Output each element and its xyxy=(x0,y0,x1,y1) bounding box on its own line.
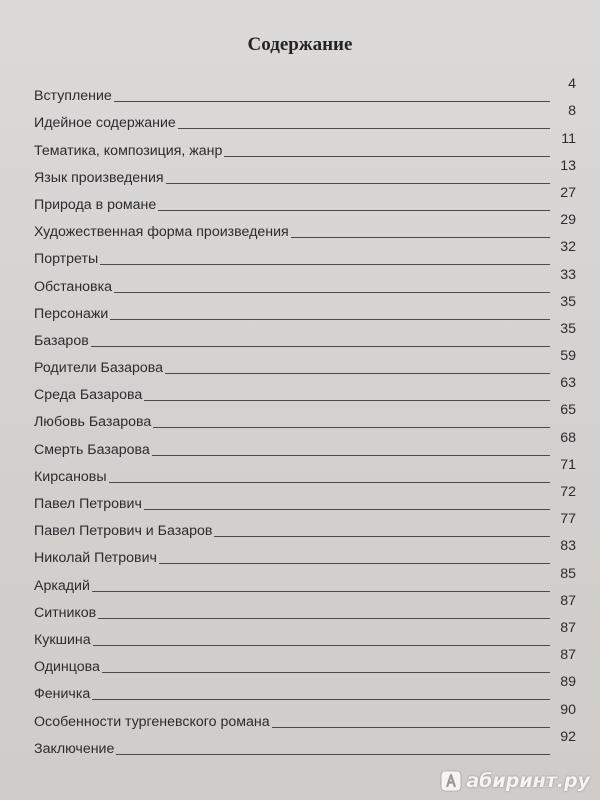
toc-leader-line xyxy=(178,128,550,129)
toc-entry-label: Персонажи xyxy=(34,305,109,322)
toc-entry xyxy=(34,621,576,648)
toc-leader-line xyxy=(291,237,550,238)
toc-entry-label: Вступление xyxy=(34,88,112,105)
toc-entry-label: Кукшина xyxy=(34,631,91,648)
toc-entry-page: 8 xyxy=(568,103,576,120)
toc-leader-line xyxy=(98,618,550,619)
toc-entry xyxy=(34,186,576,213)
toc-entry-page: 77 xyxy=(560,511,576,528)
toc-entry-label: Любовь Базарова xyxy=(34,414,152,431)
toc-entry-label: Феничка xyxy=(34,686,91,703)
toc-entry-page: 33 xyxy=(560,266,576,283)
toc-entry xyxy=(34,648,576,675)
labyrinth-logo-icon xyxy=(440,770,462,792)
toc-entry-page: 83 xyxy=(560,538,576,555)
toc-entry-page: 87 xyxy=(560,619,576,636)
toc-entry-page: 35 xyxy=(560,320,576,337)
toc-entry xyxy=(34,349,576,376)
toc-entry-label: Язык произведения xyxy=(34,169,164,186)
toc-entry-label: Смерть Базарова xyxy=(34,441,150,458)
toc-leader-line xyxy=(102,672,550,673)
toc-entry xyxy=(34,322,576,349)
toc-entry xyxy=(34,159,576,186)
toc-entry-page: 68 xyxy=(560,429,576,446)
toc-entry-label: Кирсановы xyxy=(34,468,107,485)
toc-entry xyxy=(34,594,576,621)
page-title: Содержание xyxy=(247,34,353,55)
toc-entry-page: 63 xyxy=(560,375,576,392)
toc-entry xyxy=(34,104,576,131)
toc-entry-page: 87 xyxy=(560,647,576,664)
toc-entry xyxy=(34,730,576,757)
toc-leader-line xyxy=(109,482,550,483)
toc-entry-label: Павел Петрович и Базаров xyxy=(34,523,213,540)
toc-entry-page: 65 xyxy=(560,402,576,419)
labyrinth-watermark xyxy=(440,770,590,792)
toc-leader-line xyxy=(224,156,550,157)
watermark-text: абиринт.ру xyxy=(466,770,590,792)
toc-entry-label: Портреты xyxy=(34,251,99,268)
toc-entry-label: Аркадий xyxy=(34,577,90,594)
toc-entry-page: 29 xyxy=(560,212,576,229)
toc-entry xyxy=(34,485,576,512)
toc-entry xyxy=(34,512,576,539)
toc-entry-page: 4 xyxy=(568,76,576,93)
toc-leader-line xyxy=(166,183,550,184)
toc-entry xyxy=(34,702,576,729)
toc-leader-line xyxy=(165,373,550,374)
toc-entry xyxy=(34,403,576,430)
table-of-contents xyxy=(34,77,576,757)
toc-leader-line xyxy=(144,509,550,510)
toc-leader-line xyxy=(100,264,550,265)
toc-entry-label: Среда Базарова xyxy=(34,387,143,404)
toc-leader-line xyxy=(92,699,550,700)
toc-leader-line xyxy=(110,319,550,320)
toc-leader-line xyxy=(153,427,550,428)
toc-leader-line xyxy=(114,292,550,293)
toc-entry-label: Николай Петрович xyxy=(34,550,157,567)
toc-entry-page: 27 xyxy=(560,184,576,201)
toc-leader-line xyxy=(116,754,550,755)
toc-entry xyxy=(34,77,576,104)
toc-entry xyxy=(34,267,576,294)
toc-entry-label: Ситников xyxy=(34,604,97,621)
toc-entry-label: Заключение xyxy=(34,740,115,757)
toc-entry-label: Тематика, композиция, жанр xyxy=(34,142,223,159)
toc-entry-page: 71 xyxy=(560,456,576,473)
toc-leader-line xyxy=(144,400,550,401)
toc-entry xyxy=(34,240,576,267)
toc-entry xyxy=(34,430,576,457)
toc-entry-label: Природа в романе xyxy=(34,196,157,213)
toc-leader-line xyxy=(152,455,550,456)
toc-entry-page: 72 xyxy=(560,484,576,500)
toc-entry-page: 85 xyxy=(560,565,576,582)
toc-leader-line xyxy=(91,346,550,347)
toc-entry xyxy=(34,539,576,566)
toc-entry-page: 11 xyxy=(561,130,576,147)
toc-entry-label: Родители Базарова xyxy=(34,360,164,377)
toc-entry-label: Особенности тургеневского романа xyxy=(34,713,270,730)
toc-entry xyxy=(34,131,576,158)
toc-entry xyxy=(34,458,576,485)
toc-leader-line xyxy=(214,536,550,537)
toc-leader-line xyxy=(93,645,550,646)
toc-entry-label: Одинцова xyxy=(34,659,100,676)
toc-leader-line xyxy=(272,727,550,728)
toc-leader-line xyxy=(114,101,550,102)
toc-entry-page: 89 xyxy=(560,674,576,691)
toc-entry-label: Базаров xyxy=(34,332,89,349)
toc-entry-label: Идейное содержание xyxy=(34,115,176,132)
toc-entry-label: Павел Петрович xyxy=(34,496,142,512)
toc-entry-page: 87 xyxy=(560,592,576,609)
toc-leader-line xyxy=(92,591,550,592)
toc-entry-page: 92 xyxy=(560,728,576,745)
toc-entry-label: Художественная форма произведения xyxy=(34,224,289,241)
toc-entry-page: 35 xyxy=(560,293,576,310)
toc-entry xyxy=(34,213,576,240)
toc-leader-line xyxy=(159,563,550,564)
toc-leader-line xyxy=(158,210,550,211)
toc-entry-page: 90 xyxy=(560,701,576,718)
toc-entry xyxy=(34,566,576,593)
toc-entry xyxy=(34,376,576,403)
toc-entry-page: 32 xyxy=(560,239,576,256)
toc-entry xyxy=(34,295,576,322)
toc-entry xyxy=(34,675,576,702)
toc-entry-label: Обстановка xyxy=(34,278,112,295)
toc-entry-page: 59 xyxy=(560,348,576,365)
toc-entry-page: 13 xyxy=(560,157,576,174)
